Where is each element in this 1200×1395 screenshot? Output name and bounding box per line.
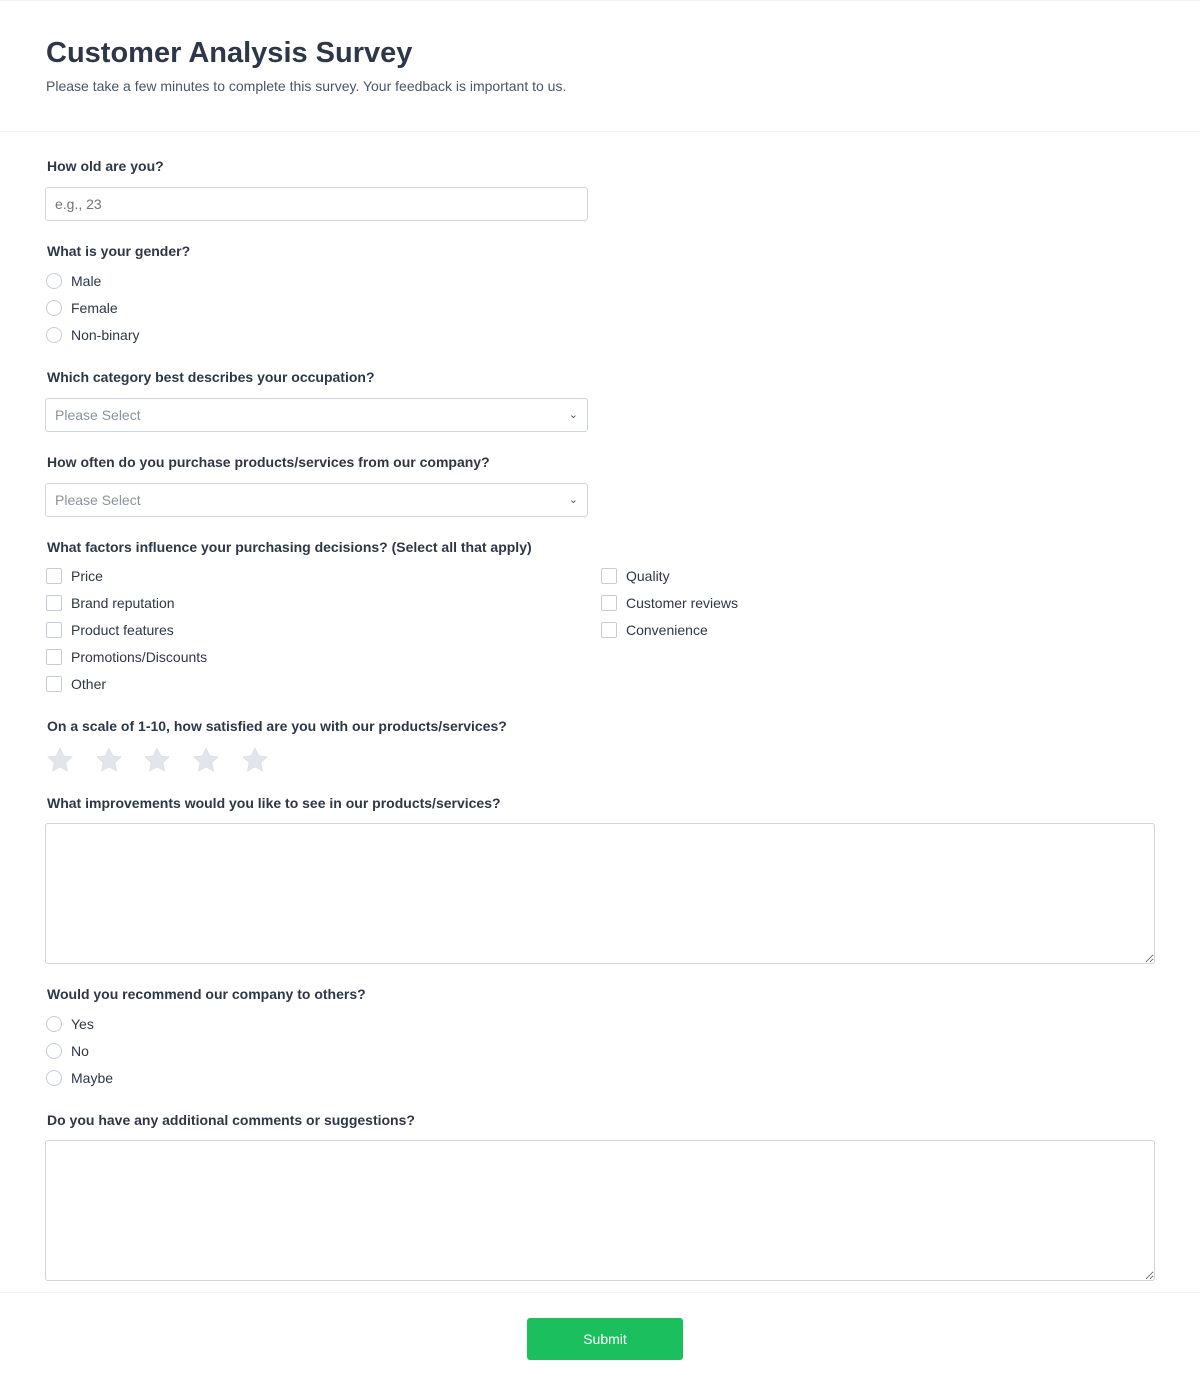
option-label: Male xyxy=(71,273,102,289)
recommend-option-yes[interactable] xyxy=(46,1015,94,1033)
recommend-option-no[interactable] xyxy=(46,1042,89,1060)
checkbox[interactable] xyxy=(601,595,617,611)
recommend-label: Would you recommend our company to others? xyxy=(47,986,366,1002)
frequency-select[interactable] xyxy=(45,483,588,517)
factor-promotions[interactable] xyxy=(46,648,207,666)
age-input[interactable] xyxy=(45,187,588,221)
chevron-down-icon: ⌄ xyxy=(568,409,578,421)
option-label: Maybe xyxy=(71,1070,114,1086)
radio-button[interactable] xyxy=(46,1070,62,1086)
gender-option-male[interactable] xyxy=(46,272,101,290)
option-label: Convenience xyxy=(626,622,708,638)
option-label: Yes xyxy=(71,1016,94,1032)
option-label: No xyxy=(71,1043,89,1059)
factor-product-features[interactable] xyxy=(46,621,174,639)
factor-price[interactable] xyxy=(46,567,103,585)
submit-button[interactable]: Submit xyxy=(527,1318,683,1360)
radio-button[interactable] xyxy=(46,327,62,343)
option-label: Female xyxy=(71,300,118,316)
page-title: Customer Analysis Survey xyxy=(46,37,413,69)
option-label: Price xyxy=(71,568,103,584)
radio-button[interactable] xyxy=(46,1016,62,1032)
gender-label: What is your gender? xyxy=(47,243,191,259)
checkbox[interactable] xyxy=(46,568,62,584)
gender-option-female[interactable] xyxy=(46,299,118,317)
page-subtitle: Please take a few minutes to complete this survey. Your feedback is important to us. xyxy=(46,78,567,94)
occupation-select[interactable] xyxy=(45,398,588,432)
radio-button[interactable] xyxy=(46,1043,62,1059)
option-label: Customer reviews xyxy=(626,595,739,611)
star-icon[interactable] xyxy=(46,746,74,774)
checkbox[interactable] xyxy=(46,676,62,692)
improvements-label: What improvements would you like to see in our products/services? xyxy=(47,795,501,811)
star-icon[interactable] xyxy=(95,746,123,774)
star-icon[interactable] xyxy=(241,746,269,774)
frequency-label: How often do you purchase products/services from our company? xyxy=(47,454,490,470)
footer-divider xyxy=(0,1292,1200,1293)
option-label: Promotions/Discounts xyxy=(71,649,208,665)
checkbox[interactable] xyxy=(46,622,62,638)
option-label: Other xyxy=(71,676,107,692)
form-header xyxy=(0,0,1200,132)
satisfaction-label: On a scale of 1-10, how satisfied are you with our products/services? xyxy=(47,718,507,734)
option-label: Brand reputation xyxy=(71,595,175,611)
factor-quality[interactable] xyxy=(601,567,670,585)
checkbox[interactable] xyxy=(46,649,62,665)
option-label: Quality xyxy=(626,568,670,584)
comments-label: Do you have any additional comments or suggestions? xyxy=(47,1112,415,1128)
option-label: Non-binary xyxy=(71,327,140,343)
star-icon[interactable] xyxy=(143,746,171,774)
select-value: Please Select xyxy=(55,492,141,508)
factor-customer-reviews[interactable] xyxy=(601,594,738,612)
checkbox[interactable] xyxy=(601,568,617,584)
checkbox[interactable] xyxy=(46,595,62,611)
radio-button[interactable] xyxy=(46,273,62,289)
factors-label: What factors influence your purchasing decisions? (Select all that apply) xyxy=(47,539,532,555)
option-label: Product features xyxy=(71,622,174,638)
gender-option-non-binary[interactable] xyxy=(46,326,139,344)
recommend-option-maybe[interactable] xyxy=(46,1069,113,1087)
select-value: Please Select xyxy=(55,407,141,423)
improvements-textarea[interactable] xyxy=(45,823,1155,964)
radio-button[interactable] xyxy=(46,300,62,316)
factor-convenience[interactable] xyxy=(601,621,708,639)
factor-brand-reputation[interactable] xyxy=(46,594,175,612)
age-label: How old are you? xyxy=(47,158,164,174)
star-icon[interactable] xyxy=(192,746,220,774)
chevron-down-icon: ⌄ xyxy=(568,494,578,506)
occupation-label: Which category best describes your occupation? xyxy=(47,369,375,385)
checkbox[interactable] xyxy=(601,622,617,638)
comments-textarea[interactable] xyxy=(45,1140,1155,1281)
factor-other[interactable] xyxy=(46,675,106,693)
